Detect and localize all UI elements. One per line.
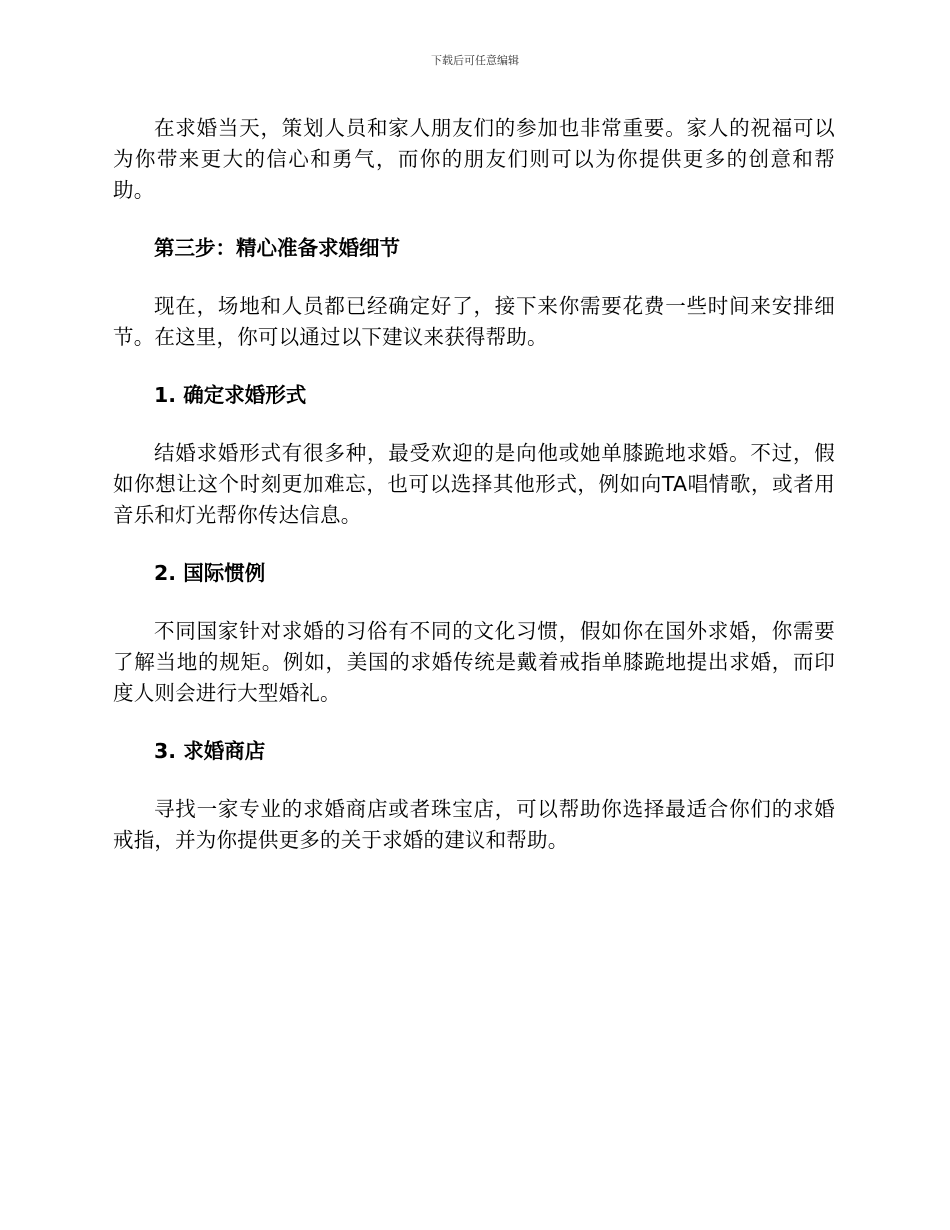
paragraph-proposal-forms: 结婚求婚形式有很多种，最受欢迎的是向他或她单膝跪地求婚。不过，假如你想让这个时刻更加难忘，也可以选择其他形式，例如向TA唱情歌，或者用音乐和灯光帮你传达信息。 xyxy=(113,441,835,527)
paragraph-arrange-details: 现在，场地和人员都已经确定好了，接下来你需要花费一些时间来安排细节。在这里，你可以通过以下建议来获得帮助。 xyxy=(113,294,835,349)
heading-proposal-form: 1. 确定求婚形式 xyxy=(154,383,307,407)
paragraph-international-custom: 不同国家针对求婚的习俗有不同的文化习惯，假如你在国外求婚，你需要了解当地的规矩。例如，美国的求婚传统是戴着戒指单膝跪地提出求婚，而印度人则会进行大型婚礼。 xyxy=(113,619,835,705)
document-body xyxy=(113,113,835,856)
paragraph-family-friends: 在求婚当天，策划人员和家人朋友们的参加也非常重要。家人的祝福可以为你带来更大的信心和勇气，而你的朋友们则可以为你提供更多的创意和帮助。 xyxy=(113,116,835,202)
heading-international-custom: 2. 国际惯例 xyxy=(154,561,266,585)
page-header: 下载后可任意编辑 xyxy=(431,54,519,67)
heading-step-three: 第三步：精心准备求婚细节 xyxy=(154,236,400,260)
paragraph-proposal-shop: 寻找一家专业的求婚商店或者珠宝店，可以帮助你选择最适合你们的求婚戒指，并为你提供更多的关于求婚的建议和帮助。 xyxy=(113,797,835,852)
heading-proposal-shop: 3. 求婚商店 xyxy=(154,739,266,763)
